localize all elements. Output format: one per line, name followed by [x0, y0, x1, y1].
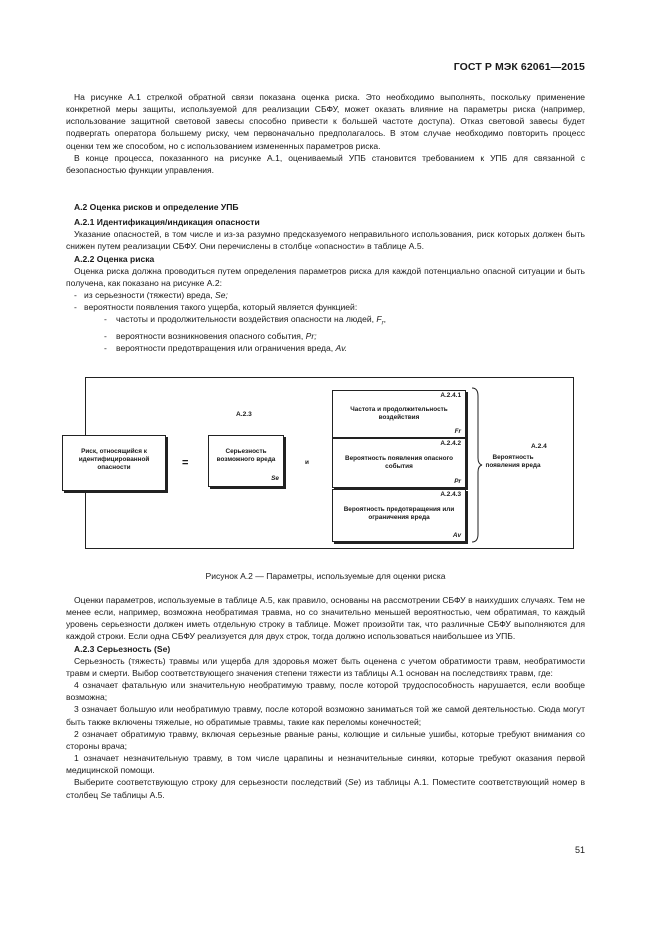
- section-a22-title: А.2.2 Оценка риска: [74, 253, 155, 264]
- list-item-avoidance: - вероятности предотвращения или ограничения вреда, Av.: [104, 343, 348, 354]
- severity-level-2: 2 означает обратимую травму, включая серьезные рваные раны, колющие и сильные ушибы, которые требуют внимания со стороны врача;: [66, 728, 585, 751]
- list-item-severity: - из серьезности (тяжести) вреда, Se;: [74, 290, 228, 301]
- section-a23-title: А.2.3 Серьезность (Se): [74, 643, 171, 654]
- list-item-event: - вероятности возникновения опасного события, Pr;: [104, 331, 317, 342]
- and-word: и: [305, 459, 309, 466]
- frequency-box: А.2.4.1 Частота и продолжительность воздействия Fr: [332, 390, 466, 438]
- severity-level-4: 4 означает фатальную или значительную необратимую травму, после которой трудоспособность нарушается, если вообще возможна;: [66, 680, 585, 703]
- intro-block: [66, 91, 585, 176]
- body-paragraph-1: Оценки параметров, используемые в таблице А.5, как правило, основаны на рассмотрении СБФУ в наихудших случаях. Тем не менее если, например, возможна необратимая травма, но со значительно меньшей вероятностью, чем обратимая, то каждый уровень серьезности должен иметь отдельную строку в таблице. Может произойти так, что различные СБФУ выполняются для каждой строки. Если одна СБФУ реализуется для двух строк, тогда должно использоваться наибольшее из УПБ.: [66, 595, 585, 642]
- se-label: А.2.3: [236, 411, 252, 418]
- section-a21-text: Указание опасностей, в том числе и из-за разумно предсказуемого неправильного использования, риск которых должен быть снижен путем реализации СБФУ. Они перечислены в столбце «опасности» в таблице А.5.: [66, 229, 585, 252]
- risk-box: Риск, относящийся к идентифицированной опасности: [62, 435, 166, 491]
- equals-sign: =: [182, 457, 189, 469]
- document-header: ГОСТ Р МЭК 62061—2015: [453, 61, 585, 73]
- severity-box: Серьезность возможного вреда Se: [208, 435, 284, 487]
- section-a22-text: Оценка риска должна проводиться путем определения параметров риска для каждой потенциально опасной ситуации и быть получена, как показано на рисунке А.2:: [66, 265, 585, 288]
- event-box: А.2.4.2 Вероятность появления опасного события Pr: [332, 438, 466, 488]
- body-paragraph-7: Выберите соответствующую строку для серьезности последствий (Se) из таблицы А.1. Поместите соответствующий номер в столбец Se таблицы А.5.: [66, 777, 585, 800]
- list-item-frequency: - частоты и продолжительности воздействия опасности на людей, $F_r$,: [104, 314, 386, 328]
- avoidance-box: А.2.4.3 Вероятность предотвращения или ограничения вреда Av: [332, 489, 466, 542]
- probability-label: А.2.4: [531, 443, 547, 450]
- figure-a2: [78, 377, 574, 549]
- figure-caption: Рисунок А.2 — Параметры, используемые для оценки риска: [205, 571, 446, 581]
- body-continued: [66, 594, 585, 801]
- page-number: 51: [574, 845, 585, 855]
- list-item-probability: - вероятности появления такого ущерба, который является функцией:: [74, 302, 358, 313]
- section-a21-title: А.2.1 Идентификация/индикация опасности: [74, 217, 260, 228]
- severity-level-1: 1 означает незначительную травму, в том числе царапины и незначительные синяки, которые требуют оказания первой медицинской помощи.: [66, 753, 585, 776]
- section-a2-title: А.2 Оценка рисков и определение УПБ: [74, 202, 239, 212]
- probability-text: Вероятность появления вреда: [485, 454, 541, 469]
- section-a2: [66, 201, 585, 355]
- body-paragraph-2: Серьезность (тяжесть) травмы или ущерба для здоровья может быть оценена с учетом обратимости травм, необратимости травм и смерти. Выбор соответствующего значения степени тяжести из таблицы А.1 основан на последствиях травм, где:: [66, 655, 585, 678]
- severity-level-3: 3 означает большую или необратимую травму, после которой возможно заниматься той же самой деятельностью. Сюда могут быть также включены тяжелые, но обратимые травмы, такие как переломы конечностей;: [66, 704, 585, 727]
- intro-paragraph-1: На рисунке А.1 стрелкой обратной связи показана оценка риска. Это необходимо выполнять, поскольку применение конкретной меры защиты, используемой для реализации СБФУ, может оказать влияние на параметры риска (например, использование защитной световой завесы способно привести к большей частоте доступа). Отказ световой завесы будет подвергать оператора большему риску, чем первоначально предполагалось. В этом случае необходимо повторить процесс оценки тем же способом, но с использованием измененных параметров риска.: [66, 92, 585, 151]
- intro-paragraph-2: В конце процесса, показанного на рисунке А.1, оцениваемый УПБ становится требованием к УПБ для связанной с безопасностью функции управления.: [66, 152, 585, 175]
